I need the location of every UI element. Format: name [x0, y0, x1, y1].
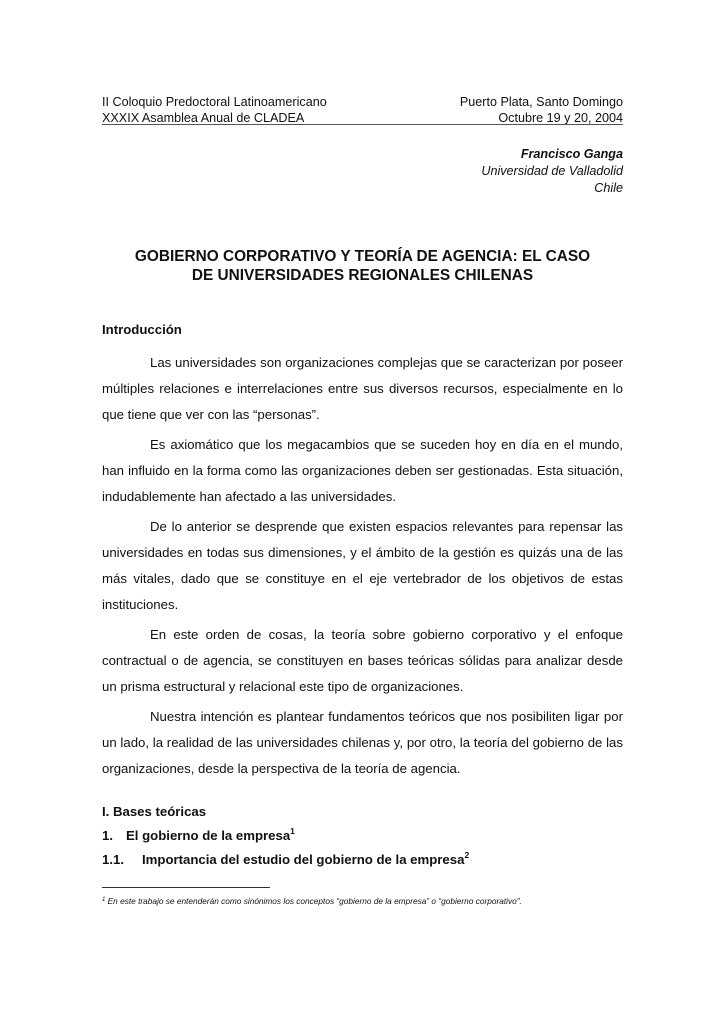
author-name: Francisco Ganga: [520, 147, 623, 161]
footnote-text: En este trabajo se entenderán como sinónimos los conceptos “gobierno de la empresa” o “gobierno corporativo”.: [105, 896, 522, 906]
author-block: [481, 146, 623, 197]
section-heading: I. Bases teóricas: [102, 804, 207, 819]
footnote-ref[interactable]: 2: [464, 850, 470, 860]
title-line-2: DE UNIVERSIDADES REGIONALES CHILENAS: [191, 267, 534, 284]
document-title: [102, 247, 623, 285]
paragraph: De lo anterior se desprende que existen espacios relevantes para repensar las universidades en todas sus dimensiones, y el ámbito de la gestión es quizás una de las más vitales, dado que se constituye en el eje vertebrador de los objetivos de estas instituciones.: [102, 519, 623, 612]
paragraph: Nuestra intención es plantear fundamentos teóricos que nos posibiliten ligar por un lado, la realidad de las universidades chilenas y, por otro, la teoría del gobierno de las organizaciones, desde la perspectiva de la teoría de agencia.: [102, 709, 623, 776]
subsection-title: Importancia del estudio del gobierno de la empresa: [142, 852, 465, 867]
header-assembly: XXXIX Asamblea Anual de CLADEA: [102, 111, 305, 125]
subsection-heading-2: [102, 852, 469, 867]
paragraph: Es axiomático que los megacambios que se suceden hoy en día en el mundo, han influido en la forma como las organizaciones deben ser gestionadas. Esta situación, indudablemente han afectado a las universidades.: [102, 437, 623, 504]
title-line-1: GOBIERNO CORPORATIVO Y TEORÍA DE AGENCIA: EL CASO: [134, 248, 591, 265]
header-location: Puerto Plata, Santo Domingo: [459, 95, 623, 109]
author-affiliation: Universidad de Valladolid: [481, 164, 623, 178]
header-conference: II Coloquio Predoctoral Latinoamericano: [102, 95, 327, 109]
header-rule: [102, 124, 623, 125]
paragraph: Las universidades son organizaciones complejas que se caracterizan por poseer múltiples relaciones e interrelaciones entre sus diversos recursos, especialmente en lo que tiene que ver con las “personas”.: [102, 355, 623, 422]
subsection-number: 1.1.: [102, 852, 124, 867]
intro-heading: Introducción: [102, 322, 182, 337]
subsection-heading-1: [102, 828, 295, 843]
footnote-ref[interactable]: 1: [290, 826, 295, 836]
intro-body: [102, 350, 623, 786]
author-country: Chile: [594, 181, 623, 195]
page-header: [102, 94, 623, 126]
footnote: [102, 896, 522, 906]
footnote-rule: [102, 887, 270, 888]
subsection-title: El gobierno de la empresa: [126, 828, 291, 843]
footnote-mark: 1: [102, 897, 106, 903]
subsection-number: 1.: [102, 828, 113, 843]
header-date: Octubre 19 y 20, 2004: [498, 111, 623, 125]
paragraph: En este orden de cosas, la teoría sobre gobierno corporativo y el enfoque contractual o de agencia, se constituyen en bases teóricas sólidas para analizar desde un prisma estructural y relacional este tipo de organizaciones.: [102, 627, 623, 694]
